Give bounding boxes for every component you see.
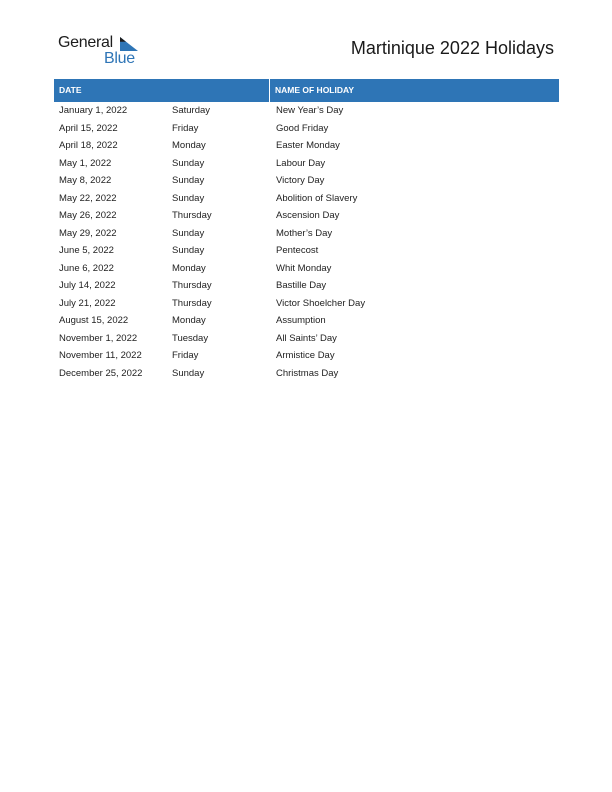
table-row [54,190,559,208]
logo-triangle-icon [120,37,138,51]
holiday-name: Pentecost [276,245,319,256]
table-row [54,295,559,313]
table-row [54,120,559,138]
holiday-date: June 5, 2022 [59,245,114,256]
holiday-date: May 26, 2022 [59,210,117,221]
holiday-date: January 1, 2022 [59,105,128,116]
holiday-date: May 22, 2022 [59,192,117,204]
table-row [54,347,559,365]
holiday-weekday: Friday [172,122,199,134]
holiday-name: Whit Monday [276,262,332,274]
table-row [54,365,559,383]
page-title: Martinique 2022 Holidays [350,38,554,58]
holiday-weekday: Sunday [172,192,205,204]
table-row [54,155,559,173]
column-header-name: NAME OF HOLIDAY [275,85,355,95]
header-divider [269,79,270,102]
holiday-date: April 15, 2022 [59,122,118,134]
holiday-name: Victory Day [276,175,325,186]
holiday-date: November 11, 2022 [59,350,142,361]
table-row [54,277,559,295]
table-row [54,172,559,190]
holiday-weekday: Tuesday [172,332,209,344]
table-row [54,330,559,348]
holiday-date: November 1, 2022 [59,332,138,344]
holiday-weekday: Monday [172,262,206,274]
holiday-name: All Saints’ Day [276,332,337,344]
holiday-name: Easter Monday [276,140,340,151]
holiday-name: Labour Day [276,157,326,169]
holiday-weekday: Sunday [172,157,205,169]
holiday-date: April 18, 2022 [59,140,118,151]
table-row [54,242,559,260]
table-row [54,260,559,278]
holiday-weekday: Monday [172,140,206,151]
holiday-table [54,79,559,382]
holiday-date: May 29, 2022 [59,227,117,239]
table-row [54,102,559,120]
holiday-weekday: Monday [172,315,206,326]
holiday-name: Mother’s Day [276,227,333,239]
holiday-weekday: Sunday [172,245,205,256]
table-header [54,79,559,102]
logo [58,34,148,68]
holiday-weekday: Sunday [172,367,205,379]
table-body [54,102,559,382]
holiday-name: Ascension Day [276,210,340,221]
holiday-date: December 25, 2022 [59,367,143,379]
holiday-date: July 14, 2022 [59,280,116,291]
table-row [54,207,559,225]
table-row [54,137,559,155]
holiday-name: Christmas Day [276,367,339,379]
logo-text-general: General [58,34,113,51]
holiday-weekday: Thursday [172,297,212,309]
holiday-name: Assumption [276,315,326,326]
holiday-date: August 15, 2022 [59,315,129,326]
holiday-weekday: Saturday [172,105,211,116]
holiday-date: June 6, 2022 [59,262,114,274]
column-header-date: DATE [59,85,82,95]
holiday-name: Abolition of Slavery [276,192,358,204]
holiday-name: Armistice Day [276,350,335,361]
holiday-name: New Year’s Day [276,105,344,116]
holiday-weekday: Sunday [172,227,205,239]
holiday-weekday: Thursday [172,280,212,291]
holiday-date: July 21, 2022 [59,297,116,309]
holiday-weekday: Sunday [172,175,205,186]
holiday-date: May 8, 2022 [59,175,112,186]
table-row [54,312,559,330]
holiday-name: Victor Shoelcher Day [276,297,366,309]
holiday-weekday: Friday [172,350,199,361]
holiday-name: Bastille Day [276,280,327,291]
table-row [54,225,559,243]
holiday-date: May 1, 2022 [59,157,112,169]
holiday-weekday: Thursday [172,210,212,221]
holiday-name: Good Friday [276,122,329,134]
logo-text-blue: Blue [104,50,135,67]
